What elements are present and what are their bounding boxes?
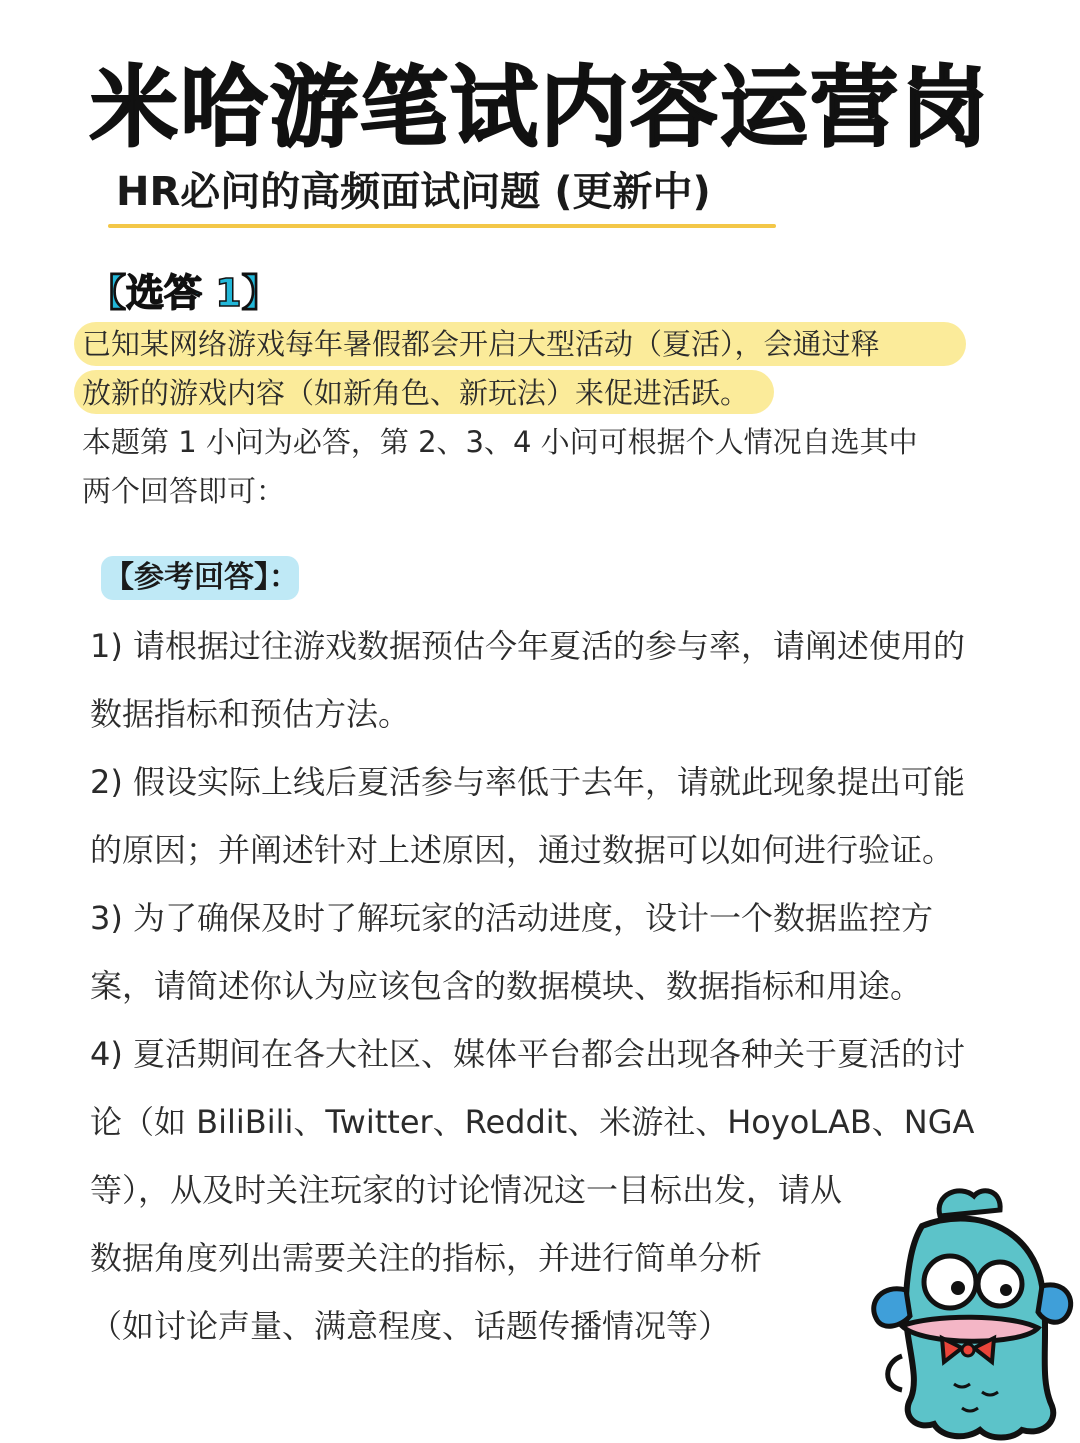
mascot-left-eye <box>924 1256 976 1308</box>
question-line: 1) 请根据过往游戏数据预估今年夏活的参与率，请阐述使用的 <box>90 627 966 665</box>
instruction-line: 本题第 1 小问为必答，第 2、3、4 小问可根据个人情况自选其中 <box>82 425 918 459</box>
mascot-bowtie-knot <box>962 1344 974 1356</box>
mascot-left-pupil <box>951 1281 965 1295</box>
instruction-line: 两个回答即可： <box>82 474 286 508</box>
fish-mascot-illustration <box>862 1186 1080 1443</box>
mascot-right-fin <box>1038 1285 1071 1322</box>
page-subtitle: HR必问的高频面试问题 (更新中) <box>116 169 711 215</box>
page-title: 米哈游笔试内容运营岗 <box>89 56 990 159</box>
prompt-instruction <box>82 418 982 516</box>
question-line: 等），从及时关注玩家的讨论情况这一目标出发，请从 <box>90 1171 843 1209</box>
mascot-crest <box>939 1191 1000 1216</box>
mascot-arm <box>888 1356 902 1390</box>
prompt-line: 放新的游戏内容（如新角色、新玩法）来促进活跃。 <box>82 376 750 410</box>
mascot-right-eye <box>978 1262 1022 1306</box>
question-line: 的原因；并阐述针对上述原因，通过数据可以如何进行验证。 <box>90 831 955 869</box>
mascot-lips <box>902 1317 1038 1341</box>
question-line: 数据角度列出需要关注的指标，并进行简单分析 <box>90 1239 763 1277</box>
mascot-right-pupil <box>1000 1284 1012 1296</box>
question-line: 论（如 BiliBili、Twitter、Reddit、米游社、HoyoLAB、NGA <box>90 1103 975 1141</box>
subtitle-underline <box>108 224 776 228</box>
question-line: 3) 为了确保及时了解玩家的活动进度，设计一个数据监控方 <box>90 899 934 937</box>
prompt-line: 已知某网络游戏每年暑假都会开启大型活动（夏活），会通过释 <box>82 327 880 361</box>
reference-label: 【参考回答】： <box>104 560 299 595</box>
question-line: 4) 夏活期间在各大社区、媒体平台都会出现各种关于夏活的讨 <box>90 1035 966 1073</box>
question-line: 案，请简述你认为应该包含的数据模块、数据指标和用途。 <box>90 967 923 1005</box>
question-line: （如讨论声量、满意程度、话题传播情况等） <box>90 1307 731 1345</box>
question-tag: 【选答 1】 <box>88 271 280 315</box>
mascot-left-fin <box>874 1289 910 1326</box>
question-line: 数据指标和预估方法。 <box>90 695 411 733</box>
question-line: 2) 假设实际上线后夏活参与率低于去年，请就此现象提出可能 <box>90 763 966 801</box>
prompt-highlighted <box>82 320 982 418</box>
